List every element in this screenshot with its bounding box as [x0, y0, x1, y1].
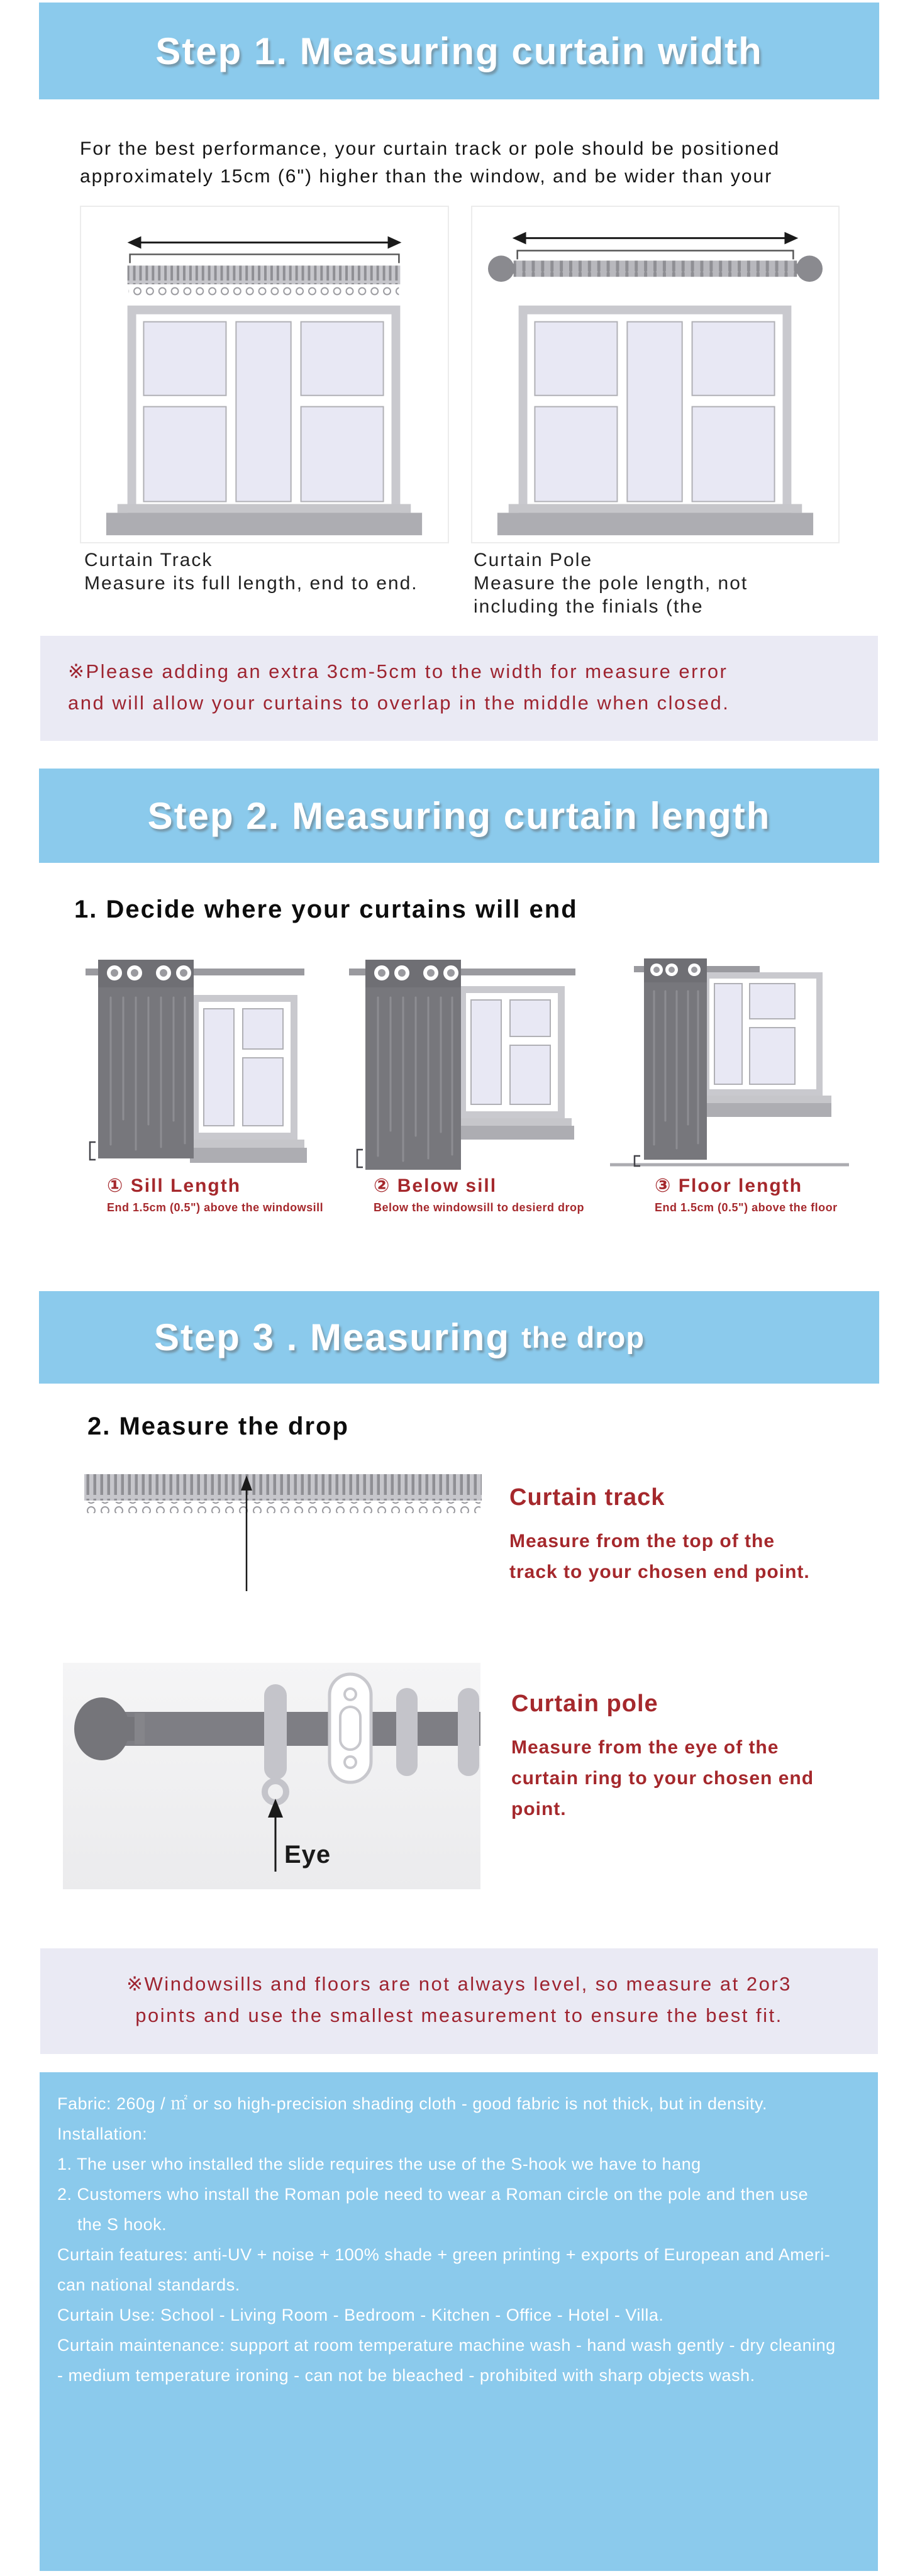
level-note-line2: points and use the smallest measurement to ensure the best fit.: [135, 2004, 783, 2026]
below-sill-illustration: [349, 956, 575, 1173]
drop-pole-desc-line2: curtain ring to your chosen end: [511, 1768, 814, 1789]
sill-length-illustration: [82, 956, 308, 1173]
below-sill-sub: Below the windowsill to desierd drop: [374, 1201, 585, 1214]
width-note-line2: and will allow your curtains to overlap in the middle when closed.: [68, 692, 730, 714]
drop-track-desc: [509, 1526, 810, 1587]
footer-line-use: Curtain Use: School - Living Room - Bedroom - Kitchen - Office - Hotel - Villa.: [57, 2306, 664, 2324]
drop-pole-drawing: [63, 1663, 480, 1889]
step2-banner-title: Step 2. Measuring curtain length: [147, 794, 771, 837]
step3-banner-title: Step 3 . Measuring: [153, 1316, 511, 1358]
footer-line-features-2: can national standards.: [57, 2275, 240, 2294]
footer-line-install-1: 1. The user who installed the slide requires the use of the S-hook we have to hang: [57, 2155, 701, 2174]
sill-length-drawing: [82, 956, 308, 1173]
curtain-pole-title: Curtain Pole: [474, 550, 593, 570]
curtain-track-window-drawing: [81, 207, 448, 542]
footer-line-install-2: 2. Customers who install the Roman pole need to wear a Roman circle on the pole and then use: [57, 2185, 809, 2204]
footer-line-fabric: Fabric: 260g / ㎡ or so high-precision shading cloth - good fabric is not thick, but in density.: [57, 2094, 768, 2113]
floor-length-drawing: [604, 956, 852, 1173]
below-sill-drawing: [349, 956, 575, 1173]
width-note-line1: ※Please adding an extra 3cm-5cm to the width for measure error: [68, 660, 728, 682]
eye-label: Eye: [284, 1841, 331, 1868]
product-details-footer: [40, 2072, 878, 2571]
curtain-track-title: Curtain Track: [84, 550, 213, 570]
floor-length-illustration: [604, 956, 852, 1173]
curtain-track-window-illustration: [80, 206, 449, 543]
drop-track-desc-line2: track to your chosen end point.: [509, 1562, 810, 1582]
drop-track-drawing: [84, 1472, 482, 1597]
step1-intro-line2: approximately 15cm (6") higher than the window, and be wider than your: [80, 166, 773, 187]
footer-line-features-1: Curtain features: anti-UV + noise + 100% shade + green printing + exports of European and Ameri-: [57, 2245, 831, 2264]
step3-banner: [39, 1291, 879, 1384]
drop-pole-title: Curtain pole: [511, 1690, 658, 1717]
drop-pole-desc: [511, 1732, 814, 1824]
level-note-line1: ※Windowsills and floors are not always level, so measure at 2or3: [126, 1973, 792, 1995]
drop-pole-desc-line1: Measure from the eye of the: [511, 1737, 779, 1758]
drop-track-illustration: [84, 1472, 482, 1597]
curtain-pole-desc2: including the finials (the: [474, 596, 704, 617]
step3-banner-subtitle: the drop: [521, 1321, 645, 1354]
sill-length-sub: End 1.5cm (0.5") above the windowsill: [107, 1201, 324, 1214]
step1-banner-title: Step 1. Measuring curtain width: [155, 30, 763, 72]
step1-intro-line1: For the best performance, your curtain track or pole should be positioned: [80, 138, 780, 159]
drop-track-title: Curtain track: [509, 1484, 665, 1511]
curtain-track-desc: Measure its full length, end to end.: [84, 573, 418, 594]
drop-pole-desc-line3: point.: [511, 1799, 567, 1819]
width-measure-note: [40, 636, 878, 741]
footer-line-install-2b: the S hook.: [77, 2215, 167, 2234]
footer-line-maintenance-2: - medium temperature ironing - can not be bleached - prohibited with sharp objects wash.: [57, 2366, 755, 2385]
step3-heading: 2. Measure the drop: [87, 1413, 349, 1440]
level-measure-note: [40, 1948, 878, 2054]
drop-pole-illustration: [63, 1663, 480, 1889]
curtain-pole-window-drawing: [472, 207, 838, 542]
step1-intro: [80, 135, 780, 191]
drop-track-desc-line1: Measure from the top of the: [509, 1531, 775, 1552]
curtain-pole-window-illustration: [471, 206, 840, 543]
step2-banner: [39, 769, 879, 863]
floor-length-label: ③ Floor length: [655, 1175, 803, 1196]
curtain-pole-desc1: Measure the pole length, not: [474, 573, 748, 594]
footer-line-maintenance-1: Curtain maintenance: support at room temperature machine wash - hand wash gently - dry cleaning: [57, 2336, 836, 2355]
sill-length-label: ① Sill Length: [107, 1175, 241, 1196]
step2-heading: 1. Decide where your curtains will end: [74, 896, 578, 923]
floor-length-sub: End 1.5cm (0.5") above the floor: [655, 1201, 838, 1214]
step1-banner: [39, 3, 879, 99]
below-sill-label: ② Below sill: [374, 1175, 497, 1196]
footer-line-installation: Installation:: [57, 2124, 148, 2143]
